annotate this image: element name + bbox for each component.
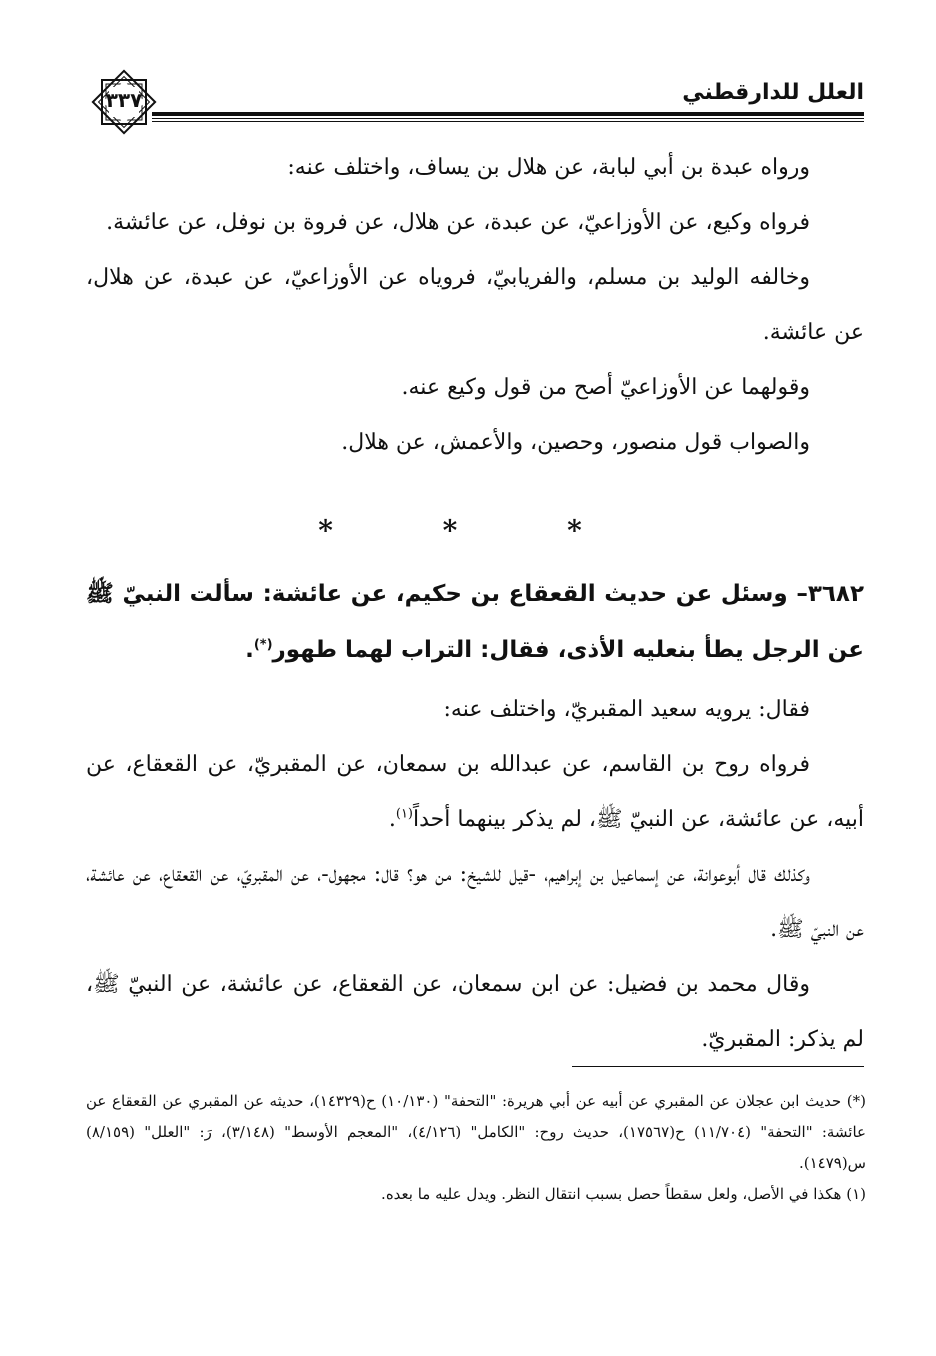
paragraph: ورواه عبدة بن أبي لبابة، عن هلال بن يساف، واختلف عنه: — [287, 155, 810, 180]
body-section-b — [86, 682, 864, 1067]
question-text: – وسئل عن حديث القعقاع بن حكيم، عن عائشة: سألت النبيّ ﷺ عن الرجل يطأ بنعليه الأذى، فقال: التراب لهما طهور — [86, 581, 864, 663]
section-separator: * * * — [318, 514, 632, 547]
page-number-badge — [88, 66, 160, 138]
body-section-a — [86, 140, 864, 470]
book-title: العلل للدارقطني — [682, 80, 864, 105]
page-header — [88, 66, 864, 136]
footnote-reference: (*) — [253, 637, 273, 653]
question-number: ٣٦٨٢ — [807, 581, 864, 607]
paragraph: وقال محمد بن فضيل: عن ابن سمعان، عن القعقاع، عن عائشة، عن النبيّ ﷺ، لم يذكر: المقبريّ. — [86, 972, 864, 1052]
question-heading: ٣٦٨٢– وسئل عن حديث القعقاع بن حكيم، عن عائشة: سألت النبيّ ﷺ عن الرجل يطأ بنعليه الأذى، فقال: التراب لهما طهور(*). — [86, 581, 864, 663]
paragraph: وكذلك قال أبوعوانة، عن إسماعيل بن إبراهيم، -قيل للشيخ: من هو؟ قال: مجهول-، عن المقبريّ، عن القعقاع، عن عائشة، عن النبيّ ﷺ. — [86, 862, 864, 942]
paragraph: وخالفه الوليد بن مسلم، والفريابيّ، فروياه عن الأوزاعيّ، عن عبدة، عن هلال، عن عائشة. — [86, 265, 864, 345]
paragraph: فرواه وكيع، عن الأوزاعيّ، عن عبدة، عن هلال، عن فروة بن نوفل، عن عائشة. — [106, 210, 810, 235]
paragraph: فرواه روح بن القاسم، عن عبدالله بن سمعان، عن المقبريّ، عن القعقاع، عن أبيه، عن عائشة، عن النبيّ ﷺ، لم يذكر بينهما أحداً$^{(١)}$. — [86, 752, 864, 832]
footnote-1: (١) هكذا في الأصل، ولعل سقطاً حصل بسبب انتقال النظر. ويدل عليه ما بعده. — [381, 1185, 866, 1203]
header-rule — [152, 112, 864, 124]
footnotes — [86, 1086, 866, 1210]
paragraph: والصواب قول منصور، وحصين، والأعمش، عن هلال. — [341, 430, 810, 455]
paragraph: وقولهما عن الأوزاعيّ أصح من قول وكيع عنه. — [401, 375, 810, 400]
footnote-divider — [572, 1066, 864, 1067]
paragraph: فقال: يرويه سعيد المقبريّ، واختلف عنه: — [443, 697, 810, 722]
footnote-star: (*) حديث ابن عجلان عن المقبري عن أبيه عن أبي هريرة: "التحفة" (١٠/١٣٠) ح(١٤٣٢٩)، حديثه عن المقبري عن القعقاع عن عائشة: "التحفة" (١١/٧٠٤) ح(١٧٥٦٧)، حديث روح: "الكامل" (٤/١٢٦)، "المعجم الأوسط" (٣/١٤٨)، رَ: "العلل" (٨/١٥٩) س(١٤٧٩). — [86, 1092, 867, 1172]
page-number: ٣٣٧ — [105, 88, 143, 112]
footnote-reference: (١) — [395, 806, 413, 822]
